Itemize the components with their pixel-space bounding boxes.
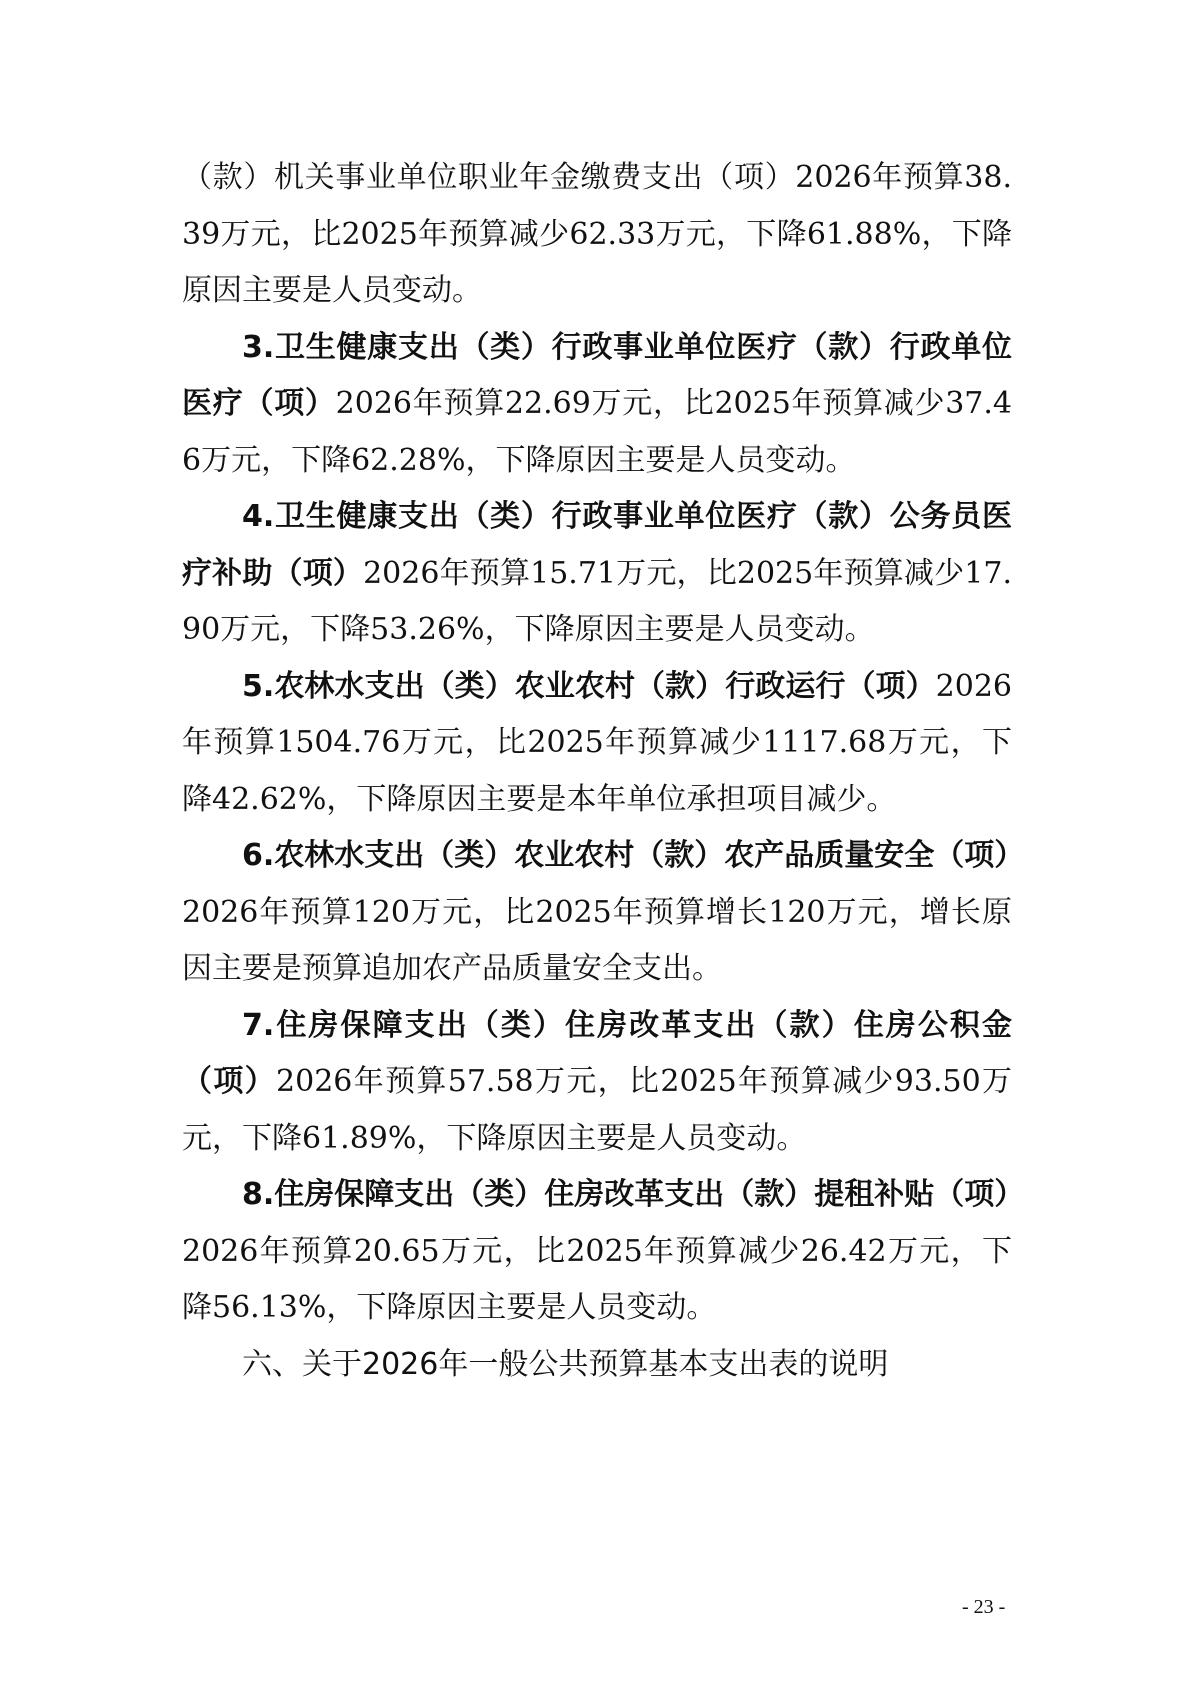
paragraph-text: 2026年预算57.58万元，比2025年预算减少93.50万元，下降61.89%，下降原因主要是人员变动。 xyxy=(182,1064,1012,1156)
paragraph-item-5 xyxy=(182,659,1012,829)
paragraph-continued xyxy=(182,150,1012,320)
item-heading: 8.住房保障支出（类）住房改革支出（款）提租补贴（项） xyxy=(242,1177,1025,1212)
paragraph-item-4 xyxy=(182,489,1012,659)
paragraph-item-7 xyxy=(182,998,1012,1168)
paragraph-text: 2026年预算120万元，比2025年预算增长120万元，增长原因主要是预算追加农产品质量安全支出。 xyxy=(182,894,1012,986)
paragraph-text: 2026年预算20.65万元，比2025年预算减少26.42万元，下降56.13%，下降原因主要是人员变动。 xyxy=(182,1233,1012,1325)
item-heading: 5.农林水支出（类）农业农村（款）行政运行（项） xyxy=(242,668,936,704)
paragraph-text: 2026年预算1504.76万元，比2025年预算减少1117.68万元，下降42.62%，下降原因主要是本年单位承担项目减少。 xyxy=(182,668,1012,817)
item-heading: 4.卫生健康支出（类）行政事业单位医疗（款）公务员医疗补助（项） xyxy=(182,499,1012,591)
paragraph-text: （款）机关事业单位职业年金缴费支出（项）2026年预算38.39万元，比2025年预算减少62.33万元，下降61.88%，下降原因主要是人员变动。 xyxy=(182,160,1012,308)
paragraph-text: 2026年预算15.71万元，比2025年预算减少17.90万元，下降53.26%，下降原因主要是人员变动。 xyxy=(182,555,1012,647)
paragraph-item-8 xyxy=(182,1167,1025,1337)
page-body xyxy=(182,150,1025,1393)
paragraph-item-3 xyxy=(182,320,1012,490)
section-heading: 六、关于2026年一般公共预算基本支出表的说明 xyxy=(242,1346,889,1382)
paragraph-item-6 xyxy=(182,828,1025,998)
paragraph-text: 2026年预算22.69万元，比2025年预算减少37.46万元，下降62.28%，下降原因主要是人员变动。 xyxy=(182,386,1012,478)
page-number: - 23 - xyxy=(962,1596,1006,1618)
item-heading: 7.住房保障支出（类）住房改革支出（款）住房公积金（项） xyxy=(182,1007,1012,1099)
item-heading: 6.农林水支出（类）农业农村（款）农产品质量安全（项） xyxy=(242,838,1025,873)
item-heading: 3.卫生健康支出（类）行政事业单位医疗（款）行政单位医疗（项） xyxy=(182,329,1012,421)
